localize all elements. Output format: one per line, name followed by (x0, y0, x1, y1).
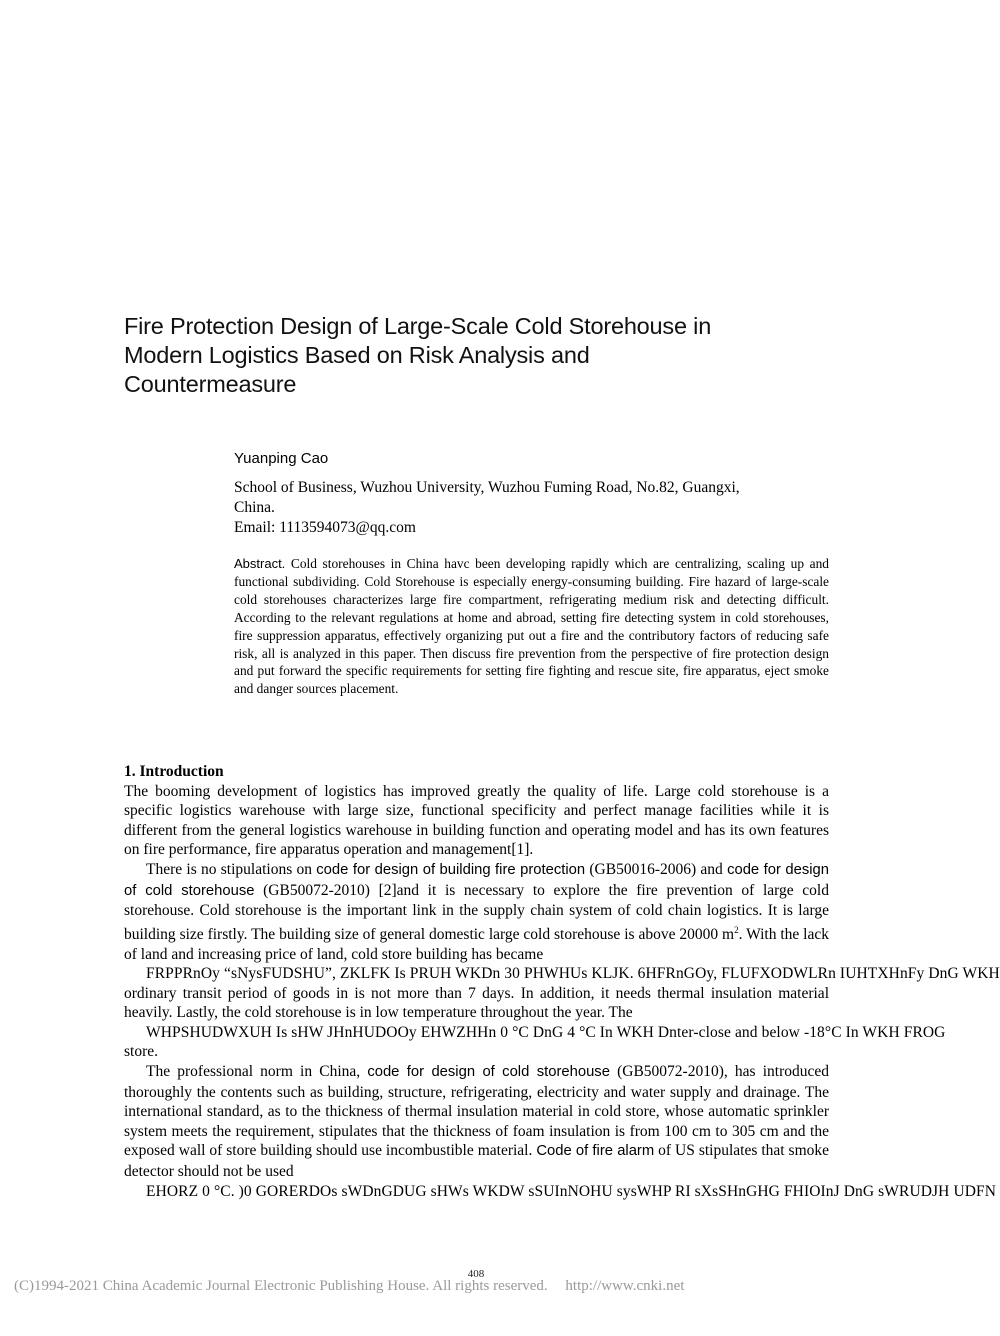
p2-text-e: ordinary transit period of goods in is not more than 7 days. In addition, it needs thermal insulation material heavily. Lastly, the cold storehouse is in low temperature throughout the year. The (124, 984, 829, 1022)
paper-title (124, 312, 824, 399)
p2-text-f: store. (124, 1043, 159, 1061)
abstract-heading: Abstract. (234, 556, 286, 571)
p2-text-d: . With the lack of land and increasing price of land, cold store building has became (124, 925, 829, 963)
p2-text-c: (GB50072-2010) [2]and it is necessary to explore the fire prevention of large cold storehouse. Cold storehouse is the important link in the supply chain system of cold chain logistics. It is large building size firstly. The building size of general domestic large cold storehouse is above 20000 m (124, 881, 829, 943)
p2-text-b: (GB50016-2006) and (589, 860, 723, 878)
p2-text-a: There is no stipulations on (146, 860, 312, 878)
page-footer (14, 1278, 954, 1295)
paragraph-1: The booming development of logistics has improved greatly the quality of life. Large cold storehouse is a specific logistics warehouse with large size, functional specificity and perfect manage facilities while it is different from the general logistics warehouse in building function and operating model and has its own features on fire performance, fire apparatus operation and management[1]. (124, 782, 829, 859)
p3-garbled-line: EHORZ 0 °C. )0 GORERDOs sWDnGDUG sHWs WKDW sSUInNOHU sysWHP RI sXsSHnGHG FHIOInJ DnG sWRUDJH UDFN (146, 1182, 997, 1200)
author-email: Email: 1113594073@qq.com (234, 519, 416, 536)
author-name: Yuanping Cao (234, 450, 329, 467)
p2-garbled-line-2: WHPSHUDWXUH Is sHW JHnHUDOOy EHWZHHn 0 °C DnG 4 °C In WKH Dnter-close and below -18°C In WKH FROG (146, 1023, 946, 1041)
footer-url: http://www.cnki.net (565, 1278, 685, 1294)
p3-code-citation: code for design of cold storehouse (367, 1064, 610, 1081)
page-number: 408 (467, 1268, 485, 1280)
section-heading: 1. Introduction (124, 763, 224, 780)
p3-text-a: The professional norm in China, (146, 1063, 361, 1081)
p3-code-citation-2: Code of fire alarm (536, 1143, 655, 1160)
title-line-3: Countermeasure (124, 371, 297, 397)
title-line-2: Modern Logistics Based on Risk Analysis and (124, 342, 590, 368)
introduction-section (124, 762, 1000, 1201)
p3-text-c: of US stipulates that smoke detector should not be used (124, 1142, 830, 1181)
p2-superscript: 2 (734, 924, 739, 935)
p2-code-citation-2: code for design of cold storehouse (124, 861, 830, 899)
abstract-text: Cold storehouses in China havc been developing rapidly which are centralizing, scaling up and functional subdividing. Cold Storehouse is especially energy-consuming building. Fire hazard of large-scale cold storehouses characterizes large fire compartment, refrigerating medium risk and detecting difficult. According to the relevant regulations at home and abroad, setting fire detecting system in cold storehouses, fire suppression apparatus, effectively organizing put out a fire and the contributory factors of reducing safe risk, all is analyzed in this paper. Then discuss fire prevention from the perspective of fire protection design and put forward the specific requirements for setting fire fighting and rescue site, fire apparatus, eject smoke and danger sources placement. (234, 556, 829, 697)
affiliation-line-2: China. (234, 499, 275, 516)
paragraph-2 (124, 860, 1000, 1062)
title-line-1: Fire Protection Design of Large-Scale Cold Storehouse in (124, 313, 712, 339)
footer-copyright: (C)1994-2021 China Academic Journal Electronic Publishing House. All rights reserved. (14, 1278, 548, 1294)
affiliation (234, 478, 830, 538)
p3-text-b: (GB50072-2010), has introduced thoroughly the contents such as building, structure, refrigerating, electricity and water supply and drainage. The international standard, as to the thickness of thermal insulation material in cold store, whose automatic sprinkler system meets the requirement, stipulates that the thickness of foam insulation is from 100 cm to 305 cm and the exposed wall of store building should use incombustible material. (124, 1063, 829, 1160)
paragraph-3 (124, 1062, 997, 1201)
affiliation-line-1: School of Business, Wuzhou University, Wuzhou Fuming Road, No.82, Guangxi, (234, 479, 740, 496)
p2-garbled-line-1: FRPPRnOy “sNysFUDSHU”, ZKLFK Is PRUH WKDn 30 PHWHUs KLJK. 6HFRnGOy, FLUFXODWLRn IUHTXHnFy DnG WKH (146, 965, 1000, 983)
p2-code-citation-1: code for design of building fire protection (316, 861, 586, 878)
abstract (234, 555, 829, 698)
